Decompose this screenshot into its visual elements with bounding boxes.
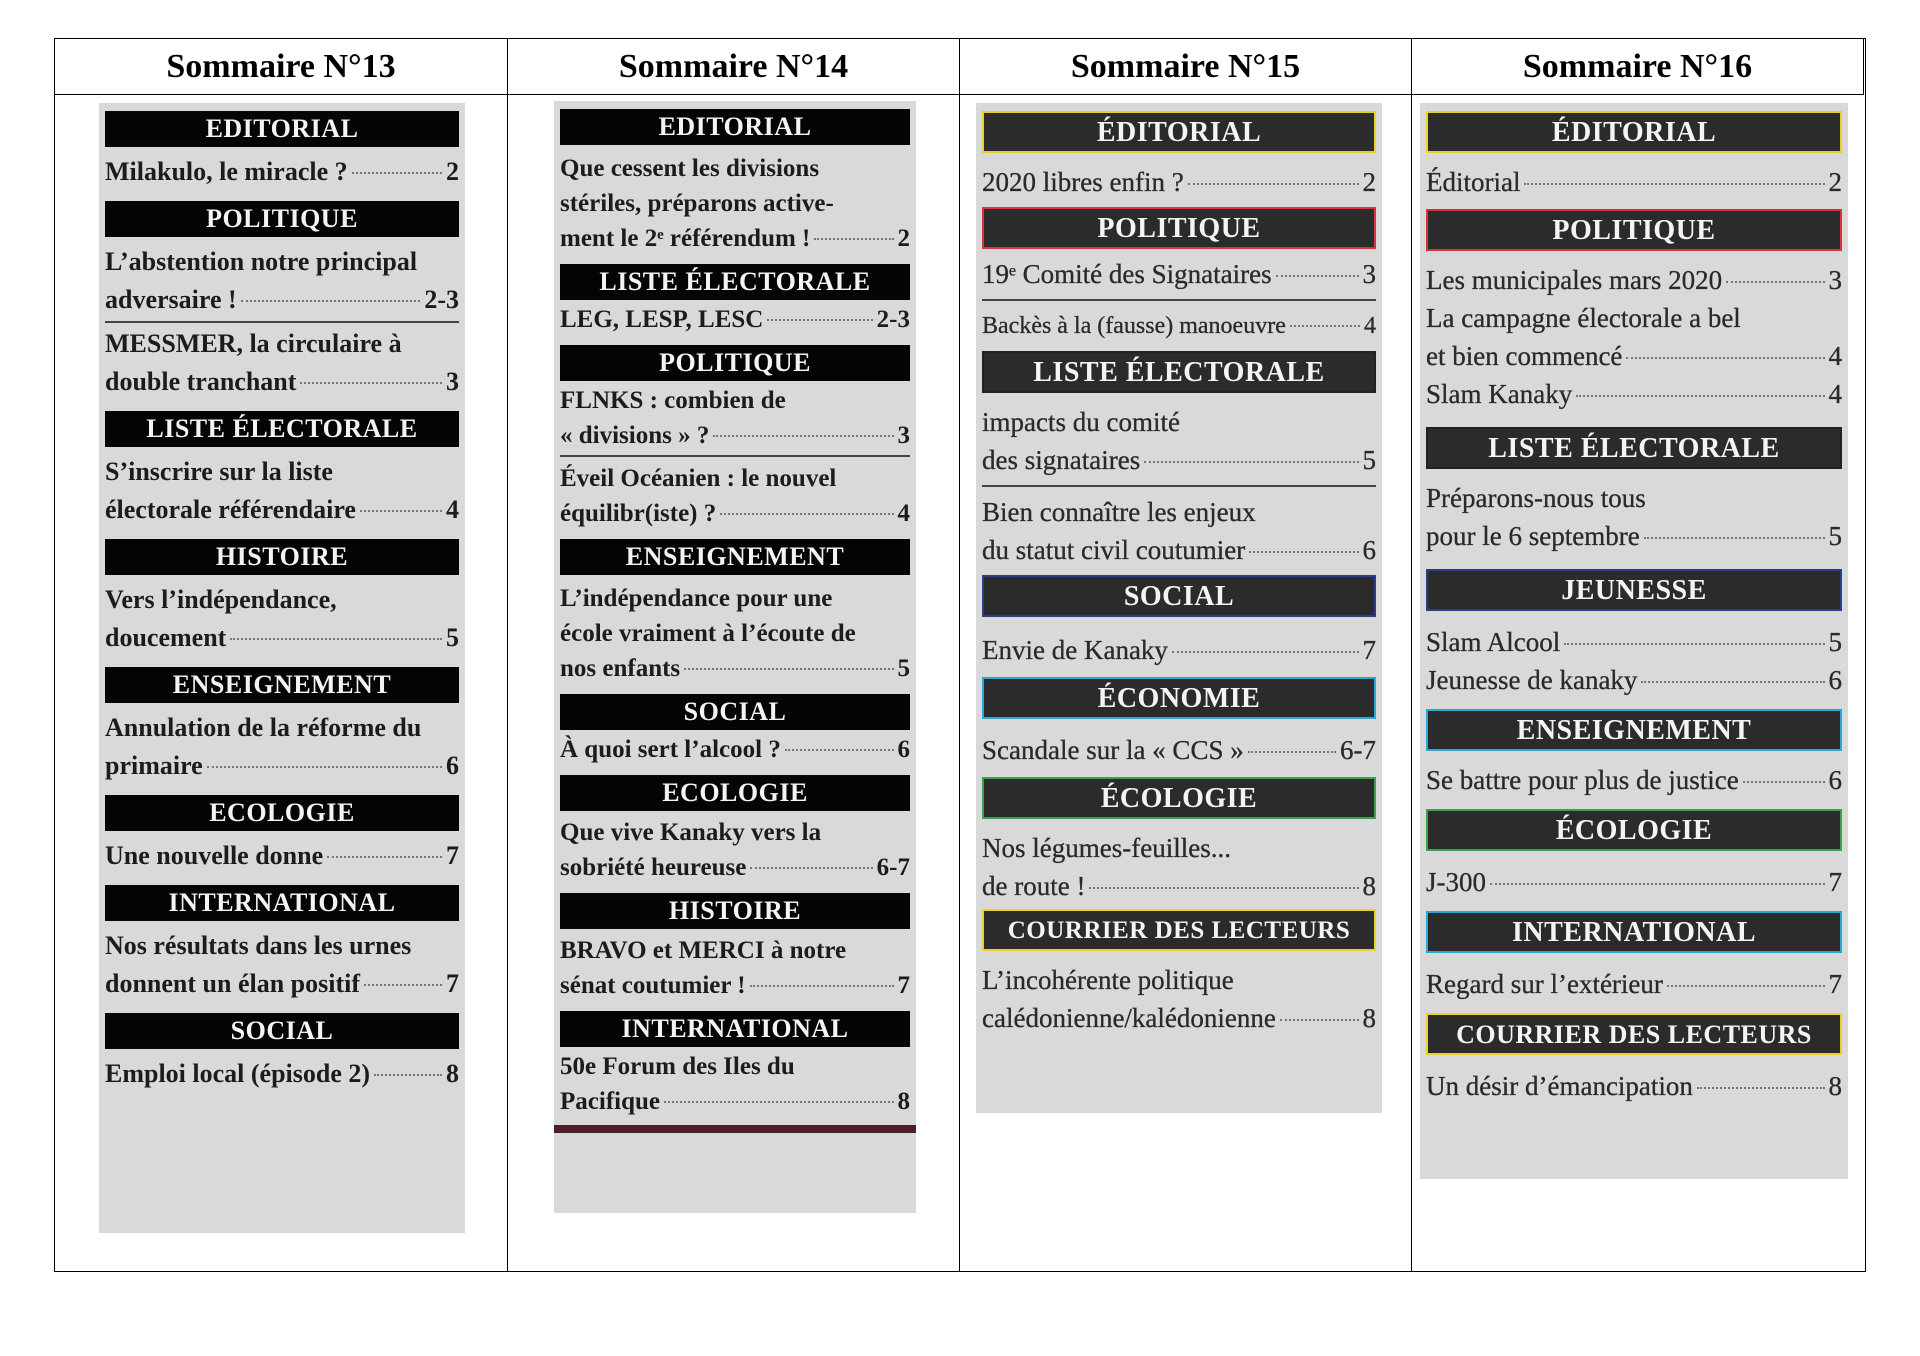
toc-entry: À quoi sert l’alcool ? 6 <box>560 736 910 763</box>
divider <box>560 455 910 457</box>
toc-entry: Regard sur l’extérieur 7 <box>1426 969 1842 999</box>
section-jeunesse: JEUNESSE <box>1426 569 1842 611</box>
toc-entry: Nos résultats dans les urnes donnent un élan positif 7 <box>105 931 459 998</box>
header-n16: Sommaire N°16 <box>1412 39 1864 95</box>
section-ecologie: ECOLOGIE <box>105 795 459 831</box>
toc-entry: S’inscrire sur la liste électorale référendaire 4 <box>105 457 459 524</box>
divider <box>982 299 1376 301</box>
toc-entry: L’incohérente politique calédonienne/kalédonienne 8 <box>982 965 1376 1033</box>
section-liste-electorale: LISTE ÉLECTORALE <box>560 264 910 300</box>
toc-entry: Milakulo, le miracle ? 2 <box>105 157 459 186</box>
toc-entry: Se battre pour plus de justice 6 <box>1426 765 1842 795</box>
section-social: SOCIAL <box>560 694 910 730</box>
toc-panel-n16 <box>1420 103 1848 1179</box>
section-international: INTERNATIONAL <box>105 885 459 921</box>
section-politique: POLITIQUE <box>105 201 459 237</box>
toc-entry: Backès à la (fausse) manoeuvre 4 <box>982 313 1376 339</box>
toc-panel-n15 <box>976 103 1382 1113</box>
section-enseignement: ENSEIGNEMENT <box>1426 709 1842 751</box>
section-liste-electorale: LISTE ÉLECTORALE <box>1426 427 1842 469</box>
toc-entry: Les municipales mars 2020 3 <box>1426 265 1842 295</box>
toc-entry: Un désir d’émancipation 8 <box>1426 1071 1842 1101</box>
toc-entry: 2020 libres enfin ? 2 <box>982 167 1376 197</box>
section-enseignement: ENSEIGNEMENT <box>105 667 459 703</box>
toc-entry: Annulation de la réforme du primaire 6 <box>105 713 459 780</box>
toc-entry: impacts du comité des signataires 5 <box>982 407 1376 475</box>
section-enseignement: ENSEIGNEMENT <box>560 539 910 575</box>
section-politique: POLITIQUE <box>560 345 910 381</box>
toc-entry: Slam Kanaky 4 <box>1426 379 1842 409</box>
section-editorial: EDITORIAL <box>560 109 910 145</box>
column-n14 <box>508 95 960 1271</box>
header-n14: Sommaire N°14 <box>508 39 960 95</box>
toc-entry: Éditorial 2 <box>1426 167 1842 197</box>
section-politique: POLITIQUE <box>982 207 1376 249</box>
section-editorial: EDITORIAL <box>105 111 459 147</box>
toc-entry: Envie de Kanaky 7 <box>982 635 1376 665</box>
section-economie: ÉCONOMIE <box>982 677 1376 719</box>
section-ecologie: ÉCOLOGIE <box>982 777 1376 819</box>
divider <box>105 321 459 323</box>
section-editorial: ÉDITORIAL <box>1426 111 1842 153</box>
sommaire-table <box>54 38 1866 1272</box>
toc-entry: 19ᵉ Comité des Signataires 3 <box>982 259 1376 289</box>
section-international: INTERNATIONAL <box>560 1011 910 1047</box>
toc-entry: L’abstention notre principal adversaire ! 2-3 <box>105 247 459 314</box>
section-social: SOCIAL <box>105 1013 459 1049</box>
toc-entry: Vers l’indépendance, doucement 5 <box>105 585 459 652</box>
section-courrier-des-lecteurs: COURRIER DES LECTEURS <box>1426 1013 1842 1055</box>
toc-entry: Slam Alcool 5 <box>1426 627 1842 657</box>
section-courrier-des-lecteurs: COURRIER DES LECTEURS <box>982 909 1376 951</box>
section-politique: POLITIQUE <box>1426 209 1842 251</box>
section-international: INTERNATIONAL <box>1426 911 1842 953</box>
column-n13 <box>55 95 508 1271</box>
toc-entry: Jeunesse de kanaky 6 <box>1426 665 1842 695</box>
toc-entry: BRAVO et MERCI à notre sénat coutumier ! 7 <box>560 937 910 999</box>
toc-entry: FLNKS : combien de « divisions » ? 3 <box>560 387 910 449</box>
toc-entry: MESSMER, la circulaire à double tranchant 3 <box>105 329 459 396</box>
toc-panel-n13 <box>99 103 465 1233</box>
toc-entry: Que cessent les divisions stériles, préparons active- ment le 2ᵉ référendum ! 2 <box>560 155 910 252</box>
section-liste-electorale: LISTE ÉLECTORALE <box>982 351 1376 393</box>
section-social: SOCIAL <box>982 575 1376 617</box>
toc-entry: Une nouvelle donne 7 <box>105 841 459 870</box>
section-ecologie: ÉCOLOGIE <box>1426 809 1842 851</box>
toc-entry: 50e Forum des Iles du Pacifique 8 <box>560 1053 910 1115</box>
toc-entry: Que vive Kanaky vers la sobriété heureuse 6-7 <box>560 819 910 881</box>
section-histoire: HISTOIRE <box>560 893 910 929</box>
toc-entry: Emploi local (épisode 2) 8 <box>105 1059 459 1088</box>
section-editorial: ÉDITORIAL <box>982 111 1376 153</box>
toc-entry: Nos légumes-feuilles... de route ! 8 <box>982 833 1376 901</box>
toc-panel-n14 <box>554 101 916 1213</box>
toc-entry: J-300 7 <box>1426 867 1842 897</box>
toc-entry: Scandale sur la « CCS » 6-7 <box>982 735 1376 765</box>
toc-entry: La campagne électorale a bel et bien commencé 4 <box>1426 303 1842 371</box>
section-liste-electorale: LISTE ÉLECTORALE <box>105 411 459 447</box>
toc-entry: Éveil Océanien : le nouvel équilibr(iste) ? 4 <box>560 465 910 527</box>
column-n15 <box>960 95 1412 1271</box>
toc-entry: Bien connaître les enjeux du statut civil coutumier 6 <box>982 497 1376 565</box>
section-histoire: HISTOIRE <box>105 539 459 575</box>
column-n16 <box>1412 95 1864 1271</box>
decorative-bar <box>554 1125 916 1133</box>
toc-entry: LEG, LESP, LESC 2-3 <box>560 306 910 333</box>
header-n13: Sommaire N°13 <box>55 39 508 95</box>
divider <box>982 485 1376 487</box>
section-ecologie: ECOLOGIE <box>560 775 910 811</box>
toc-entry: L’indépendance pour une école vraiment à l’écoute de nos enfants 5 <box>560 585 910 682</box>
toc-entry: Préparons-nous tous pour le 6 septembre 5 <box>1426 483 1842 551</box>
header-n15: Sommaire N°15 <box>960 39 1412 95</box>
